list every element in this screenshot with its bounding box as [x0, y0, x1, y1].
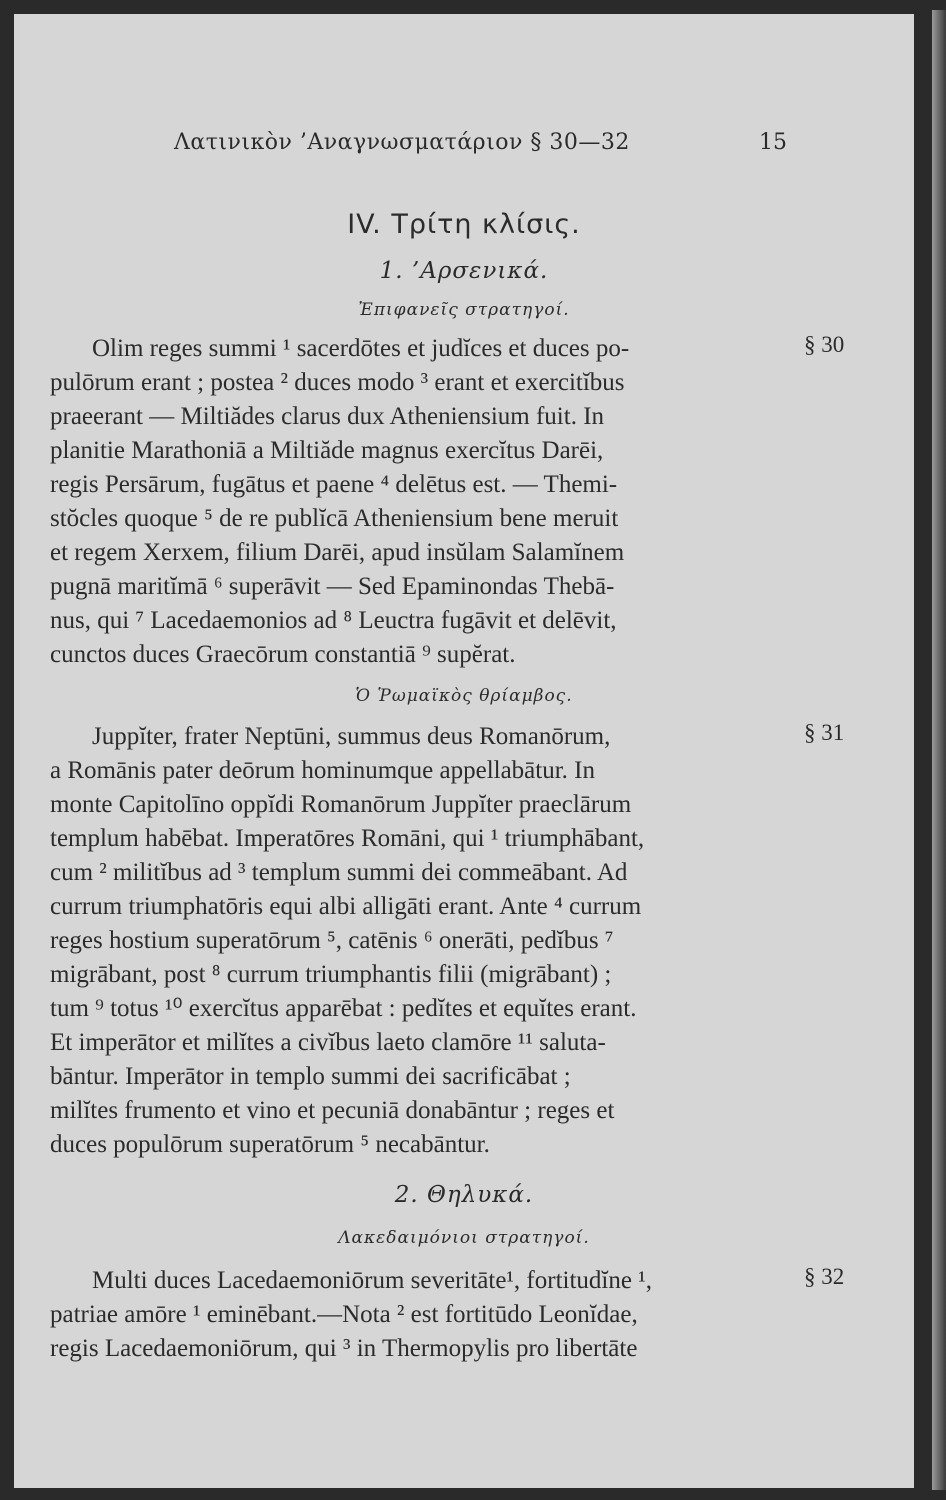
text-line: et regem Xerxem, filium Darēi, apud insŭlam Salamĭnem: [50, 539, 625, 566]
text-line: Juppĭter, frater Neptūni, summus deus Romanōrum,: [92, 723, 611, 750]
paragraph-32: [50, 1264, 810, 1366]
text-line: a Romānis pater deōrum hominumque appellabātur. In: [50, 757, 595, 784]
text-line: milĭtes frumento et vino et pecuniā donabāntur ; reges et: [50, 1097, 615, 1124]
text-line: tum ⁹ totus ¹⁰ exercĭtus apparēbat : pedĭtes et equĭtes erant.: [50, 995, 637, 1022]
text-line: praeerant — Miltiădes clarus dux Atheniensium fuit. In: [50, 403, 605, 430]
section-marker-31: § 31: [804, 720, 845, 745]
text-line: Olim reges summi ¹ sacerdōtes et judĭces et duces po-: [92, 335, 630, 362]
page-edge: [932, 10, 946, 1490]
paragraph-31: [50, 720, 810, 1162]
chapter-title: IV. Τρίτη κλίσις.: [347, 209, 581, 240]
section-title-masculine: 1. ’Αρσενικά.: [379, 258, 549, 284]
text-line: bāntur. Imperātor in templo summi dei sacrificābat ;: [50, 1063, 571, 1090]
running-header: Λατινικὸν ’Αναγνωσματάριον § 30—32: [174, 130, 630, 155]
text-line: stŏcles quoque ⁵ de re publĭcā Atheniensium bene meruit: [50, 505, 619, 532]
text-line: planitie Marathoniā a Miltiăde magnus exercĭtus Darēi,: [50, 437, 604, 464]
subtitle-famous-generals: Ἐπιφανεῖς στρατηγοί.: [358, 300, 570, 320]
page-number: 15: [759, 130, 787, 155]
paragraph-30: [50, 332, 810, 672]
text-line: regis Lacedaemoniōrum, qui ³ in Thermopylis pro libertāte: [50, 1335, 638, 1362]
section-marker-32: § 32: [804, 1264, 845, 1289]
text-line: pugnā maritĭmā ⁶ superāvit — Sed Epaminondas Thebā-: [50, 573, 615, 600]
text-line: Et imperātor et milĭtes a civĭbus laeto clamōre ¹¹ saluta-: [50, 1029, 606, 1056]
text-line: cunctos duces Graecōrum constantiā ⁹ supĕrat.: [50, 641, 516, 668]
text-line: duces populōrum superatōrum ⁵ necabāntur.: [50, 1131, 490, 1158]
text-line: pulōrum erant ; postea ² duces modo ³ erant et exercitĭbus: [50, 369, 625, 396]
text-line: templum habēbat. Imperatōres Romāni, qui ¹ triumphābant,: [50, 825, 645, 852]
text-line: regis Persārum, fugātus et paene ⁴ delētus est. — Themi-: [50, 471, 618, 498]
section-title-feminine: 2. Θηλυκά.: [394, 1182, 534, 1208]
text-line: patriae amōre ¹ eminēbant.—Nota ² est fortitūdo Leonĭdae,: [50, 1301, 638, 1328]
text-line: nus, qui ⁷ Lacedaemonios ad ⁸ Leuctra fugāvit et delēvit,: [50, 607, 617, 634]
text-line: monte Capitolīno oppĭdi Romanōrum Juppĭter praeclārum: [50, 791, 632, 818]
text-line: Multi duces Lacedaemoniōrum severitāte¹, fortitudĭne ¹,: [92, 1267, 652, 1294]
subtitle-spartan-generals: Λακεδαιμόνιοι στρατηγοί.: [338, 1228, 590, 1248]
book-page: [14, 14, 914, 1488]
subtitle-roman-triumph: Ὁ Ῥωμαϊκὸς θρίαμβος.: [355, 686, 573, 706]
text-line: currum triumphatōris equi albi alligāti erant. Ante ⁴ currum: [50, 893, 642, 920]
section-marker-30: § 30: [804, 332, 845, 357]
text-line: reges hostium superatōrum ⁵, catēnis ⁶ onerāti, pedĭbus ⁷: [50, 927, 614, 954]
text-line: migrābant, post ⁸ currum triumphantis filii (migrābant) ;: [50, 961, 612, 988]
text-line: cum ² militĭbus ad ³ templum summi dei commeābant. Ad: [50, 859, 628, 886]
